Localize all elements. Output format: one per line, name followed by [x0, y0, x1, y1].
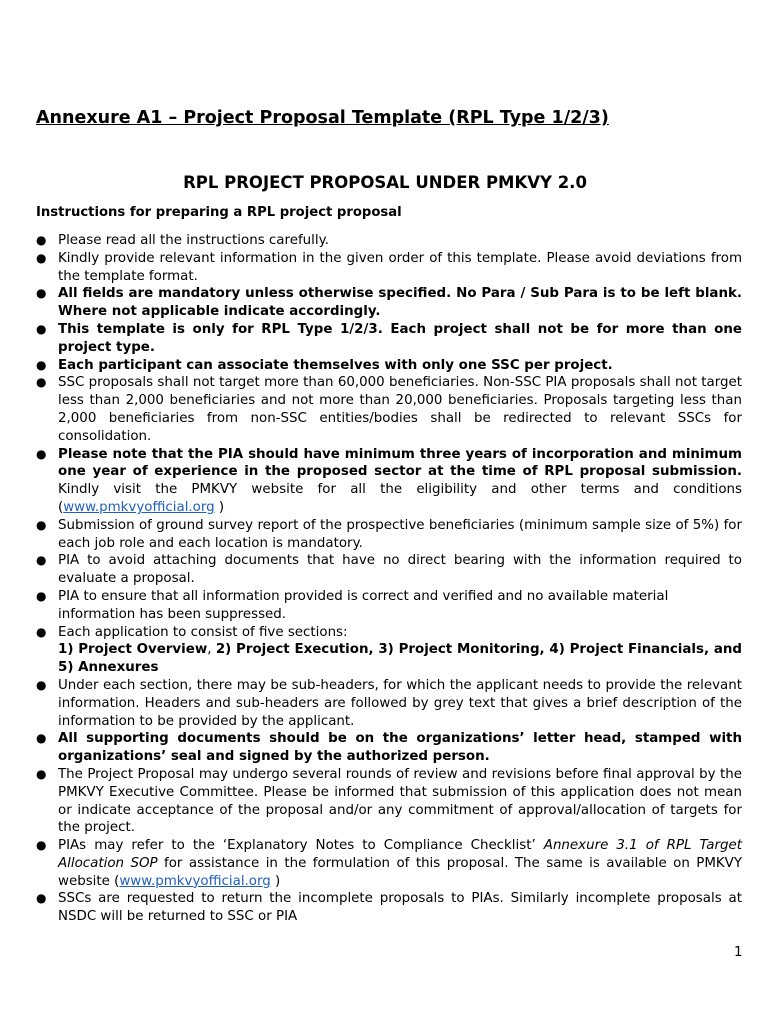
instruction-item: [36, 890, 742, 926]
instruction-item: [36, 321, 742, 357]
bullet-icon: ●: [36, 446, 47, 461]
proposal-title: RPL PROJECT PROPOSAL UNDER PMKVY 2.0: [183, 173, 587, 192]
pmkvy-website-link[interactable]: www.pmkvyofficial.org: [63, 499, 215, 515]
instruction-text: Each application to consist of five sections:: [58, 624, 348, 640]
instruction-text: All fields are mandatory unless otherwise specified. No Para / Sub Para is to be left blank. Where not applicable indicate accordingly.: [58, 286, 742, 320]
instruction-text: SSC proposals shall not target more than 60,000 beneficiaries. Non-SSC PIA proposals shall not target less than 2,000 beneficiaries and not more than 20,000 beneficiaries. Proposals targeting less than 2,000 beneficiaries from non-SSC entities/bodies shall be redirected to relevant SSCs for consolidation.: [58, 375, 742, 444]
instruction-text: All supporting documents should be on the organizations’ letter head, stamped with organizations’ seal and signed by the authorized person.: [58, 731, 742, 765]
instruction-item: [36, 552, 742, 588]
instruction-text: The Project Proposal may undergo several rounds of review and revisions before final approval by the PMKVY Executive Committee. Please be informed that submission of this application does not mean or indicate acceptance of the proposal and/or any commitment of approval/allocation of targets for the project.: [58, 766, 742, 836]
instruction-item: [36, 730, 742, 766]
bullet-icon: ●: [36, 766, 47, 781]
bullet-icon: ●: [36, 517, 47, 532]
bullet-icon: ●: [36, 677, 47, 692]
instruction-text: SSCs are requested to return the incomplete proposals to PIAs. Similarly incomplete proposals at NSDC will be returned to SSC or PIA: [58, 891, 742, 925]
instruction-item: [36, 285, 742, 321]
instruction-text-end: ): [270, 873, 281, 889]
bullet-icon: ●: [36, 624, 47, 639]
instruction-text: PIAs may refer to the ‘Explanatory Notes to Compliance Checklist’: [58, 838, 544, 854]
bullet-icon: ●: [36, 838, 47, 853]
instruction-text-end: ): [214, 499, 225, 515]
bullet-icon: ●: [36, 250, 47, 265]
bullet-icon: ●: [36, 588, 47, 603]
bullet-icon: ●: [36, 321, 47, 336]
bullet-icon: ●: [36, 233, 47, 247]
instructions-heading: Instructions for preparing a RPL project proposal: [36, 205, 402, 220]
bullet-icon: ●: [36, 375, 47, 390]
section-overview: 1) Project Overview: [58, 642, 208, 658]
instruction-item: [36, 232, 742, 250]
section-separator: ,: [207, 642, 216, 658]
bullet-icon: ●: [36, 357, 47, 372]
instruction-text-cont: for assistance in the formulation of this proposal. The same is available on PMKVY website (: [58, 855, 743, 889]
instructions-list: [36, 232, 742, 926]
instruction-item: [36, 446, 742, 517]
instruction-item: [36, 766, 742, 837]
instruction-item: [36, 357, 742, 375]
bullet-icon: ●: [36, 553, 47, 568]
annexure-reference: Annexure 3.1 of RPL Target Allocation SOP: [58, 838, 742, 871]
instruction-text-bold: Please note that the PIA should have minimum three years of incorporation and minimum one year of experience in the proposed sector at the time of RPL proposal submission.: [58, 446, 742, 480]
instruction-item: [36, 677, 742, 730]
instruction-text: PIA to avoid attaching documents that have no direct bearing with the information required to evaluate a proposal.: [58, 553, 742, 587]
pmkvy-website-link[interactable]: www.pmkvyofficial.org: [119, 873, 271, 889]
instruction-item: [36, 624, 742, 677]
bullet-icon: ●: [36, 731, 47, 746]
instruction-item: [36, 250, 742, 286]
annexure-title: Annexure A1 – Project Proposal Template (RPL Type 1/2/3): [36, 108, 609, 128]
instruction-text: Submission of ground survey report of the prospective beneficiaries (minimum sample size of 5%) for each job role and each location is mandatory.: [58, 517, 742, 551]
instruction-text: Please read all the instructions carefully.: [58, 233, 329, 248]
instruction-text: This template is only for RPL Type 1/2/3. Each project shall not be for more than one project type.: [58, 321, 742, 355]
instruction-item: [36, 517, 742, 553]
instruction-text: Kindly provide relevant information in the given order of this template. Please avoid deviations from the template format.: [58, 250, 742, 284]
page-number: 1: [734, 945, 743, 960]
instruction-text: Under each section, there may be sub-headers, for which the applicant needs to provide the relevant information. Headers and sub-headers are followed by grey text that gives a brief description of the information to be provided by the applicant.: [58, 677, 742, 729]
instruction-text: Kindly visit the PMKVY website for all the eligibility and other terms and conditions (: [58, 482, 742, 515]
bullet-icon: ●: [36, 286, 47, 301]
sections-list: 2) Project Execution, 3) Project Monitoring, 4) Project Financials, and 5) Annexures: [58, 642, 742, 676]
instruction-item: [36, 588, 742, 624]
bullet-icon: ●: [36, 891, 47, 906]
instruction-item: [36, 837, 742, 890]
instruction-text: Each participant can associate themselves with only one SSC per project.: [58, 357, 613, 373]
instruction-item: [36, 374, 742, 445]
instruction-text: PIA to ensure that all information provided is correct and verified and no available material information has been suppressed.: [58, 588, 669, 622]
